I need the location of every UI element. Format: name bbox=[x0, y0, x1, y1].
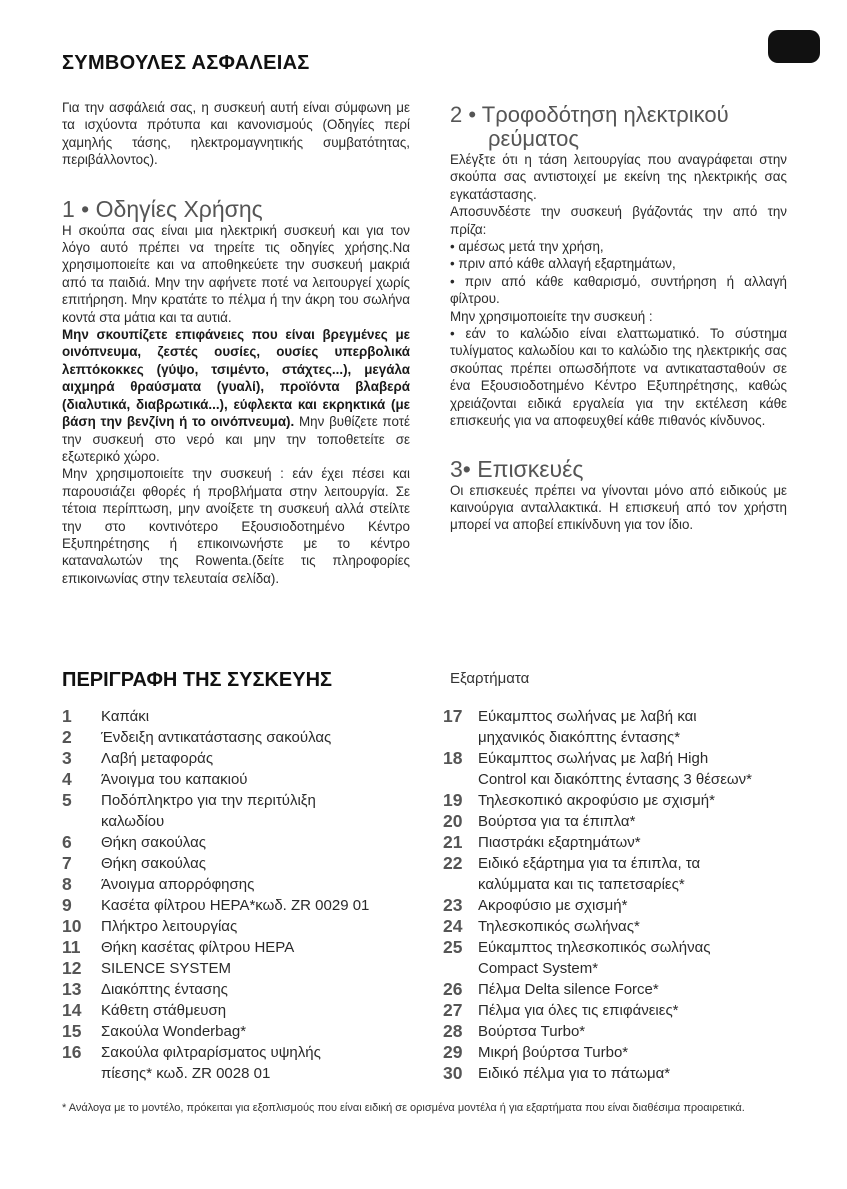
item-number: 16 bbox=[62, 1042, 82, 1062]
item-label: Πλήκτρο λειτουργίας bbox=[101, 918, 238, 935]
list-item bbox=[62, 727, 369, 748]
list-item bbox=[62, 706, 369, 727]
item-label: Κασέτα φίλτρου HEPA*κωδ. ZR 0029 01 bbox=[101, 897, 370, 914]
list-item bbox=[443, 832, 752, 853]
section-2-heading-line2: ρεύματος bbox=[488, 126, 579, 151]
item-number: 18 bbox=[443, 748, 463, 768]
list-item bbox=[443, 916, 752, 937]
item-label: Ένδειξη αντικατάστασης σακούλας bbox=[101, 729, 332, 746]
item-number: 20 bbox=[443, 811, 463, 831]
item-number: 6 bbox=[62, 832, 72, 852]
list-item bbox=[62, 916, 369, 937]
item-label: Θήκη σακούλας bbox=[101, 834, 206, 851]
item-label: Βούρτσα Turbo* bbox=[478, 1023, 586, 1040]
section-2-heading bbox=[450, 103, 787, 151]
section-1-warning bbox=[62, 326, 410, 465]
list-item bbox=[443, 1042, 752, 1063]
item-number: 26 bbox=[443, 979, 463, 999]
item-label: Σακούλα Wonderbag* bbox=[101, 1023, 247, 1040]
list-item bbox=[443, 1000, 752, 1021]
section-2-paragraph: Μην χρησιμοποιείτε την συσκευή : bbox=[450, 308, 653, 324]
list-item bbox=[62, 1021, 369, 1042]
item-label: Ακροφύσιο με σχισμή* bbox=[478, 897, 628, 914]
item-number: 22 bbox=[443, 853, 463, 873]
accessories-title: Εξαρτήματα bbox=[450, 670, 530, 687]
list-item bbox=[443, 853, 752, 895]
item-label: Σακούλα φιλτραρίσματος υψηλής πίεσης* κωδ. ZR 0028 01 bbox=[101, 1044, 321, 1082]
item-number: 11 bbox=[62, 937, 81, 957]
item-label: Πέλμα Delta silence Force* bbox=[478, 981, 659, 998]
list-item bbox=[62, 979, 369, 1000]
list-item bbox=[62, 769, 369, 790]
item-label: Βούρτσα για τα έπιπλα* bbox=[478, 813, 636, 830]
section-2-bullet: • πριν από κάθε καθαρισμό, συντήρηση ή αλλαγή φίλτρου. bbox=[450, 273, 787, 307]
item-number: 25 bbox=[443, 937, 463, 957]
item-number: 28 bbox=[443, 1021, 463, 1041]
item-label: Μικρή βούρτσα Turbo* bbox=[478, 1044, 629, 1061]
section-3-paragraph: Οι επισκευές πρέπει να γίνονται μόνο από ειδικούς με καινούργια ανταλλακτικά. Η επισκευή από τον χρήστη μπορεί να αποβεί επικίνδυνη για τον ίδιο. bbox=[450, 482, 787, 533]
item-number: 17 bbox=[443, 706, 463, 726]
item-number: 10 bbox=[62, 916, 82, 936]
list-item bbox=[62, 1000, 369, 1021]
list-item bbox=[62, 1042, 369, 1084]
item-number: 13 bbox=[62, 979, 82, 999]
item-number: 1 bbox=[62, 706, 72, 726]
item-number: 15 bbox=[62, 1021, 82, 1041]
list-item bbox=[443, 979, 752, 1000]
item-label: Τηλεσκοπικό ακροφύσιο με σχισμή* bbox=[478, 792, 715, 809]
item-label: SILENCE SYSTEM bbox=[101, 960, 232, 977]
section-2-heading-line1: 2 • Τροφοδότηση ηλεκτρικού bbox=[450, 102, 729, 127]
section-3-heading: 3• Επισκευές bbox=[450, 455, 584, 482]
section-2-bullet: • αμέσως μετά την χρήση, bbox=[450, 239, 604, 255]
item-number: 21 bbox=[443, 832, 463, 852]
section-2-bullet: • πριν από κάθε αλλαγή εξαρτημάτων, bbox=[450, 256, 676, 272]
list-item bbox=[443, 790, 752, 811]
list-item bbox=[62, 958, 369, 979]
list-item bbox=[443, 811, 752, 832]
list-item bbox=[443, 895, 752, 916]
item-number: 12 bbox=[62, 958, 82, 978]
item-number: 9 bbox=[62, 895, 72, 915]
item-number: 2 bbox=[62, 727, 72, 747]
item-number: 5 bbox=[62, 790, 72, 810]
description-title: ΠΕΡΙΓΡΑΦΗ ΤΗΣ ΣΥΣΚΕΥΗΣ bbox=[62, 669, 333, 691]
list-item bbox=[62, 937, 369, 958]
item-number: 24 bbox=[443, 916, 463, 936]
item-label: Θήκη κασέτας φίλτρου HEPA bbox=[101, 939, 295, 956]
list-item bbox=[62, 895, 369, 916]
page-title: ΣΥΜΒΟΥΛΕΣ ΑΣΦΑΛΕΙΑΣ bbox=[62, 52, 310, 74]
parts-list bbox=[62, 706, 369, 1084]
item-label: Άνοιγμα απορρόφησης bbox=[101, 876, 255, 893]
list-item bbox=[443, 1021, 752, 1042]
item-label: Ποδόπληκτρο για την περιτύλιξη καλωδίου bbox=[101, 792, 316, 830]
item-number: 3 bbox=[62, 748, 72, 768]
section-2-paragraph: • εάν το καλώδιο είναι ελαττωματικό. Το σύστημα τυλίγματος καλωδίου και το καλώδιο της ηλεκτρικής σας σκούπας πρέπει οπωσδήποτε να αντικατασταθούν σε ένα Εξουσιοδοτημένο Κέντρο Εξυπηρέτησης, καθώς χρειάζονται ειδικά εργαλεία για την εκτέλεση κάθε επισκευής για να αποφευχθεί κάθε πιθανός κίνδυνος. bbox=[450, 326, 787, 429]
warning-bold-text: Μην σκουπίζετε επιφάνειες που είναι βρεγμένες με οινόπνευμα, ζεστές ουσίες, ουσίες υπερβολικά λεπτόκοκκες (γύψο, τσιμέντο, στάχτες...), μεγάλα αιχμηρά θραύσματα (γυαλί), προϊόντα βλαβερά (διαλυτικά, διαβρωτικά...), εύφλεκτα και εκρηκτικά (με βάση την βενζίνη ή το οινόπνευμα). bbox=[62, 327, 410, 430]
item-label: Λαβή μεταφοράς bbox=[101, 750, 214, 767]
right-column bbox=[450, 103, 787, 534]
item-number: 30 bbox=[443, 1063, 463, 1083]
item-number: 4 bbox=[62, 769, 72, 789]
list-item bbox=[62, 853, 369, 874]
list-item bbox=[443, 1063, 752, 1084]
list-item bbox=[62, 748, 369, 769]
item-label: Ειδικό πέλμα για το πάτωμα* bbox=[478, 1065, 671, 1082]
section-1-do-not-use: Μην χρησιμοποιείτε την συσκευή : εάν έχει πέσει και παρουσιάζει φθορές ή προβλήματα στην λειτουργία. Σε τέτοια περίπτωση, μην ανοίξετε τη συσκευή αλλά στείλτε την στο κοντινότερο Εξουσιοδοτημένο Κέντρο Εξυπηρέτησης ή επικοινωνήστε με το κέντρο καταναλωτών της Rowenta.(δείτε τις πληροφορίες επικοινωνίας στην τελευταία σελίδα). bbox=[62, 466, 410, 586]
section-1-heading: 1 • Οδηγίες Χρήσης bbox=[62, 195, 263, 222]
item-number: 23 bbox=[443, 895, 463, 915]
section-2-paragraph: Ελέγξτε ότι η τάση λειτουργίας που αναγράφεται στην σκούπα σας αντιστοιχεί με εκείνη της ηλεκτρικής σας εγκατάστασης. bbox=[450, 152, 787, 202]
page-tab-marker bbox=[768, 30, 820, 63]
list-item bbox=[443, 706, 752, 748]
list-item bbox=[62, 874, 369, 895]
section-1-paragraph: Η σκούπα σας είναι μια ηλεκτρική συσκευή και για τον λόγο αυτό πρέπει να τηρείτε τις οδηγίες χρήσης.Να χρησιμοποιείτε και να αποθηκεύετε την συσκευή μακριά από τα παιδιά. Μην την αφήνετε ποτέ να λειτουργεί χωρίς επιτήρηση. Μην κρατάτε το πέλμα ή την άκρη του σωλήνα κοντά στα μάτια και τα αυτιά. bbox=[62, 222, 410, 325]
item-number: 27 bbox=[443, 1000, 463, 1020]
item-label: Εύκαμπτος τηλεσκοπικός σωλήνας Compact System* bbox=[478, 939, 711, 977]
footnote: * Ανάλογα με το μοντέλο, πρόκειται για εξοπλισμούς που είναι ειδική σε ορισμένα μοντέλα ή για εξαρτήματα που είναι διαθέσιμα προαιρετικά. bbox=[62, 1102, 745, 1114]
left-column bbox=[62, 99, 410, 587]
item-label: Εύκαμπτος σωλήνας με λαβή και μηχανικός διακόπτης έντασης* bbox=[478, 708, 697, 746]
item-number: 19 bbox=[443, 790, 463, 810]
item-label: Καπάκι bbox=[101, 708, 150, 725]
item-label: Ειδικό εξάρτημα για τα έπιπλα, τα καλύμματα και τις ταπετσαρίες* bbox=[478, 855, 701, 893]
item-number: 14 bbox=[62, 1000, 82, 1020]
intro-paragraph: Για την ασφάλειά σας, η συσκευή αυτή είναι σύμφωνη με τα ισχύοντα πρότυπα και κανονισμούς (Οδηγίες περί χαμηλής τάσης, ηλεκτρομαγνητικής συμβατότητας, περιβάλλοντος). bbox=[62, 100, 410, 168]
item-label: Θήκη σακούλας bbox=[101, 855, 206, 872]
item-number: 29 bbox=[443, 1042, 463, 1062]
item-label: Διακόπτης έντασης bbox=[101, 981, 228, 998]
item-label: Πιαστράκι εξαρτημάτων* bbox=[478, 834, 641, 851]
item-number: 7 bbox=[62, 853, 72, 873]
item-label: Τηλεσκοπικός σωλήνας* bbox=[478, 918, 640, 935]
list-item bbox=[62, 832, 369, 853]
warning-text: Μην βυθίζετε ποτέ την συσκευή στο νερό και μην την τοποθετείτε σε εξωτερικό χώρο. bbox=[62, 414, 410, 464]
item-label: Κάθετη στάθμευση bbox=[101, 1002, 227, 1019]
list-item bbox=[443, 748, 752, 790]
item-number: 8 bbox=[62, 874, 72, 894]
item-label: Πέλμα για όλες τις επιφάνειες* bbox=[478, 1002, 679, 1019]
accessories-list bbox=[443, 706, 752, 1084]
list-item bbox=[443, 937, 752, 979]
item-label: Άνοιγμα του καπακιού bbox=[101, 771, 248, 788]
item-label: Εύκαμπτος σωλήνας με λαβή High Control και διακόπτης έντασης 3 θέσεων* bbox=[478, 750, 752, 788]
section-2-paragraph: Αποσυνδέστε την συσκευή βγάζοντάς την από την πρίζα: bbox=[450, 204, 787, 237]
list-item bbox=[62, 790, 369, 832]
